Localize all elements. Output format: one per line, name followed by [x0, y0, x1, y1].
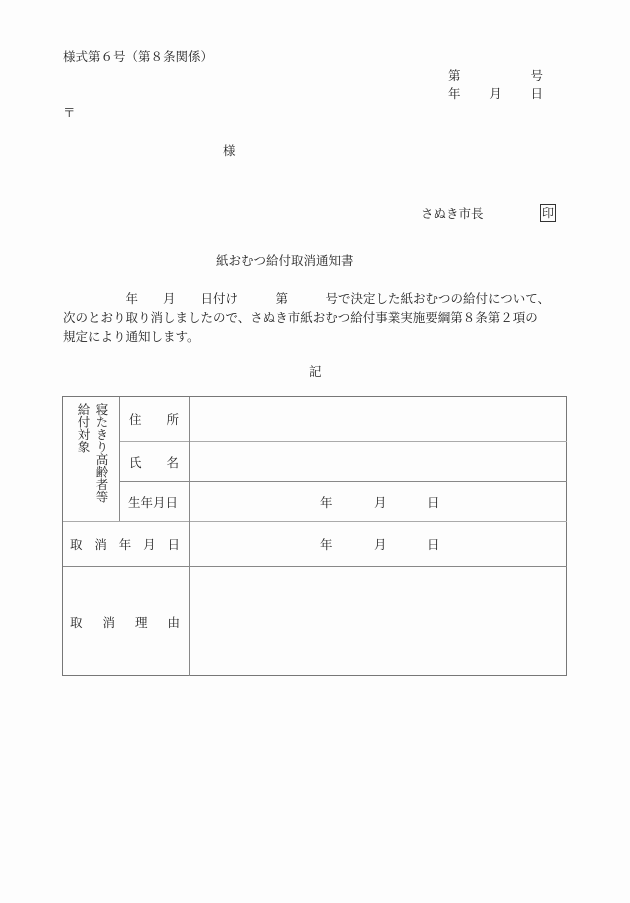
- form-number: 様式第６号（第８条関係）: [63, 49, 214, 64]
- ki-heading: 記: [309, 364, 322, 379]
- address-field[interactable]: [190, 397, 567, 441]
- issue-date-day: 日: [530, 86, 543, 101]
- group-label-outer: 給付対象: [76, 403, 91, 453]
- cancel-date-day: 日: [427, 537, 440, 552]
- body-line-3: 規定により通知します。: [63, 329, 200, 344]
- details-table: [62, 396, 567, 676]
- body-text: [63, 289, 583, 346]
- name-label: 氏 名: [129, 454, 179, 470]
- issue-date-month: 月: [489, 86, 502, 101]
- birthdate-field[interactable]: [190, 482, 567, 521]
- birthdate-year: 年: [320, 494, 333, 510]
- name-field[interactable]: [190, 442, 567, 481]
- doc-number-prefix: 第: [448, 68, 461, 83]
- issue-date-year: 年: [448, 86, 461, 101]
- seal-mark: 印: [542, 206, 555, 220]
- recipient-group-label: [65, 403, 119, 519]
- birthdate-label: 生年月日: [128, 494, 179, 510]
- issue-date: [448, 84, 543, 102]
- body-line-2: 次のとおり取り消しましたので、さぬき市紙おむつ給付事業実施要綱第８条第２項の: [63, 310, 538, 325]
- cancel-date-field[interactable]: [190, 522, 567, 566]
- cancel-date-year: 年: [320, 537, 333, 552]
- postal-mark: 〒: [63, 105, 76, 120]
- cancel-date-month: 月: [374, 537, 387, 552]
- body-line-1: 年 月 日付け 第 号で決定した紙おむつの給付について、: [63, 291, 551, 306]
- cancel-reason-field[interactable]: [190, 567, 567, 676]
- document-number: [448, 66, 543, 84]
- cancel-reason-label: 取 消 理 由: [70, 614, 180, 630]
- group-label-inner: 寝たきり高齢者等: [94, 403, 109, 503]
- birthdate-day: 日: [427, 494, 440, 510]
- column-divider: [119, 397, 120, 521]
- birthdate-month: 月: [374, 494, 387, 510]
- addressee-suffix: 様: [223, 143, 236, 158]
- issuer-name: さぬき市長: [421, 206, 484, 221]
- address-label: 住 所: [129, 412, 179, 427]
- document-title: 紙おむつ給付取消通知書: [216, 253, 354, 268]
- doc-number-suffix: 号: [530, 68, 543, 83]
- cancel-date-label: 取 消 年 月 日: [70, 537, 180, 552]
